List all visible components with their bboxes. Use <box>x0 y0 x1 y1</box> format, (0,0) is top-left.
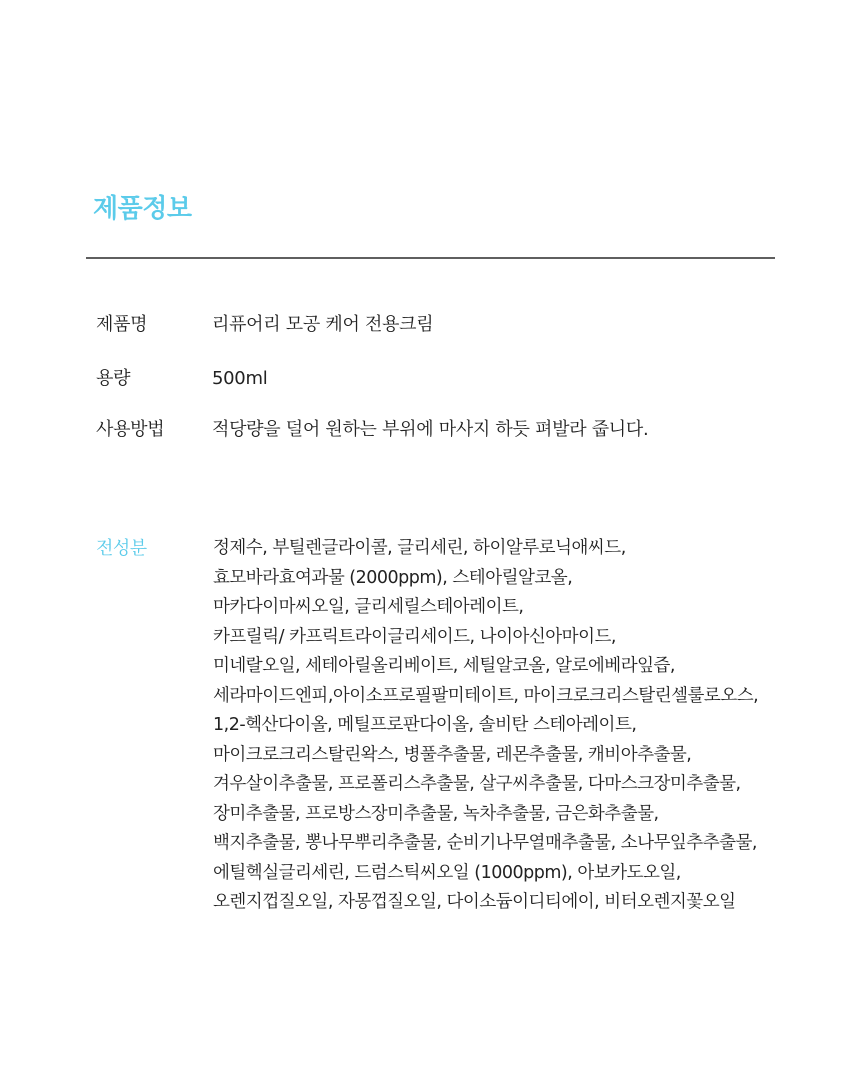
ingredients-line: 1,2-헥산다이올, 메틸프로판다이올, 솔비탄 스테아레이트, <box>213 715 637 735</box>
ingredients-line: 정제수, 부틸렌글라이콜, 글리세린, 하이알루로닉애씨드, <box>213 538 626 558</box>
ingredients-label: 전성분 <box>96 538 147 559</box>
volume-label: 용량 <box>96 368 131 389</box>
ingredients-line: 오렌지껍질오일, 자몽껍질오일, 다이소듐이디티에이, 비터오렌지꽃오일 <box>213 892 736 912</box>
ingredients-line: 마카다이마씨오일, 글리세릴스테아레이트, <box>213 597 524 617</box>
ingredients-line: 에틸헥실글리세린, 드럼스틱씨오일 (1000ppm), 아보카도오일, <box>213 862 681 883</box>
product-name-label: 제품명 <box>96 314 148 335</box>
ingredients-line: 세라마이드엔피,아이소프로필팔미테이트, 마이크로크리스탈린셀룰로오스, <box>213 685 759 706</box>
ingredients-line: 마이크로크리스탈린왁스, 병풀추출물, 레몬추출물, 캐비아추출물, <box>213 744 692 765</box>
ingredients-line: 백지추출물, 뽕나무뿌리추출물, 순비기나무열매추출물, 소나무잎추추출물, <box>213 833 757 853</box>
product-name-value: 리퓨어리 모공 케어 전용크림 <box>212 314 434 335</box>
usage-value: 적당량을 덜어 원하는 부위에 마사지 하듯 펴발라 줍니다. <box>212 419 649 440</box>
section-title: 제품정보 <box>93 194 192 224</box>
ingredients-line: 카프릴릭/ 카프릭트라이글리세이드, 나이아신아마이드, <box>213 626 616 647</box>
ingredients-line: 겨우살이추출물, 프로폴리스추출물, 살구씨추출물, 다마스크장미추출물, <box>213 774 741 794</box>
ingredients-line: 효모바라효여과물 (2000ppm), 스테아릴알코올, <box>213 567 573 588</box>
usage-label: 사용방법 <box>96 419 165 440</box>
ingredients-line: 장미추출물, 프로방스장미추출물, 녹차추출물, 금은화추출물, <box>213 803 659 824</box>
volume-value: 500ml <box>212 368 268 389</box>
section-divider <box>86 257 775 259</box>
ingredients-line: 미네랄오일, 세테아릴올리베이트, 세틸알코올, 알로에베라잎즙, <box>213 656 675 676</box>
ingredients-list <box>213 534 758 918</box>
